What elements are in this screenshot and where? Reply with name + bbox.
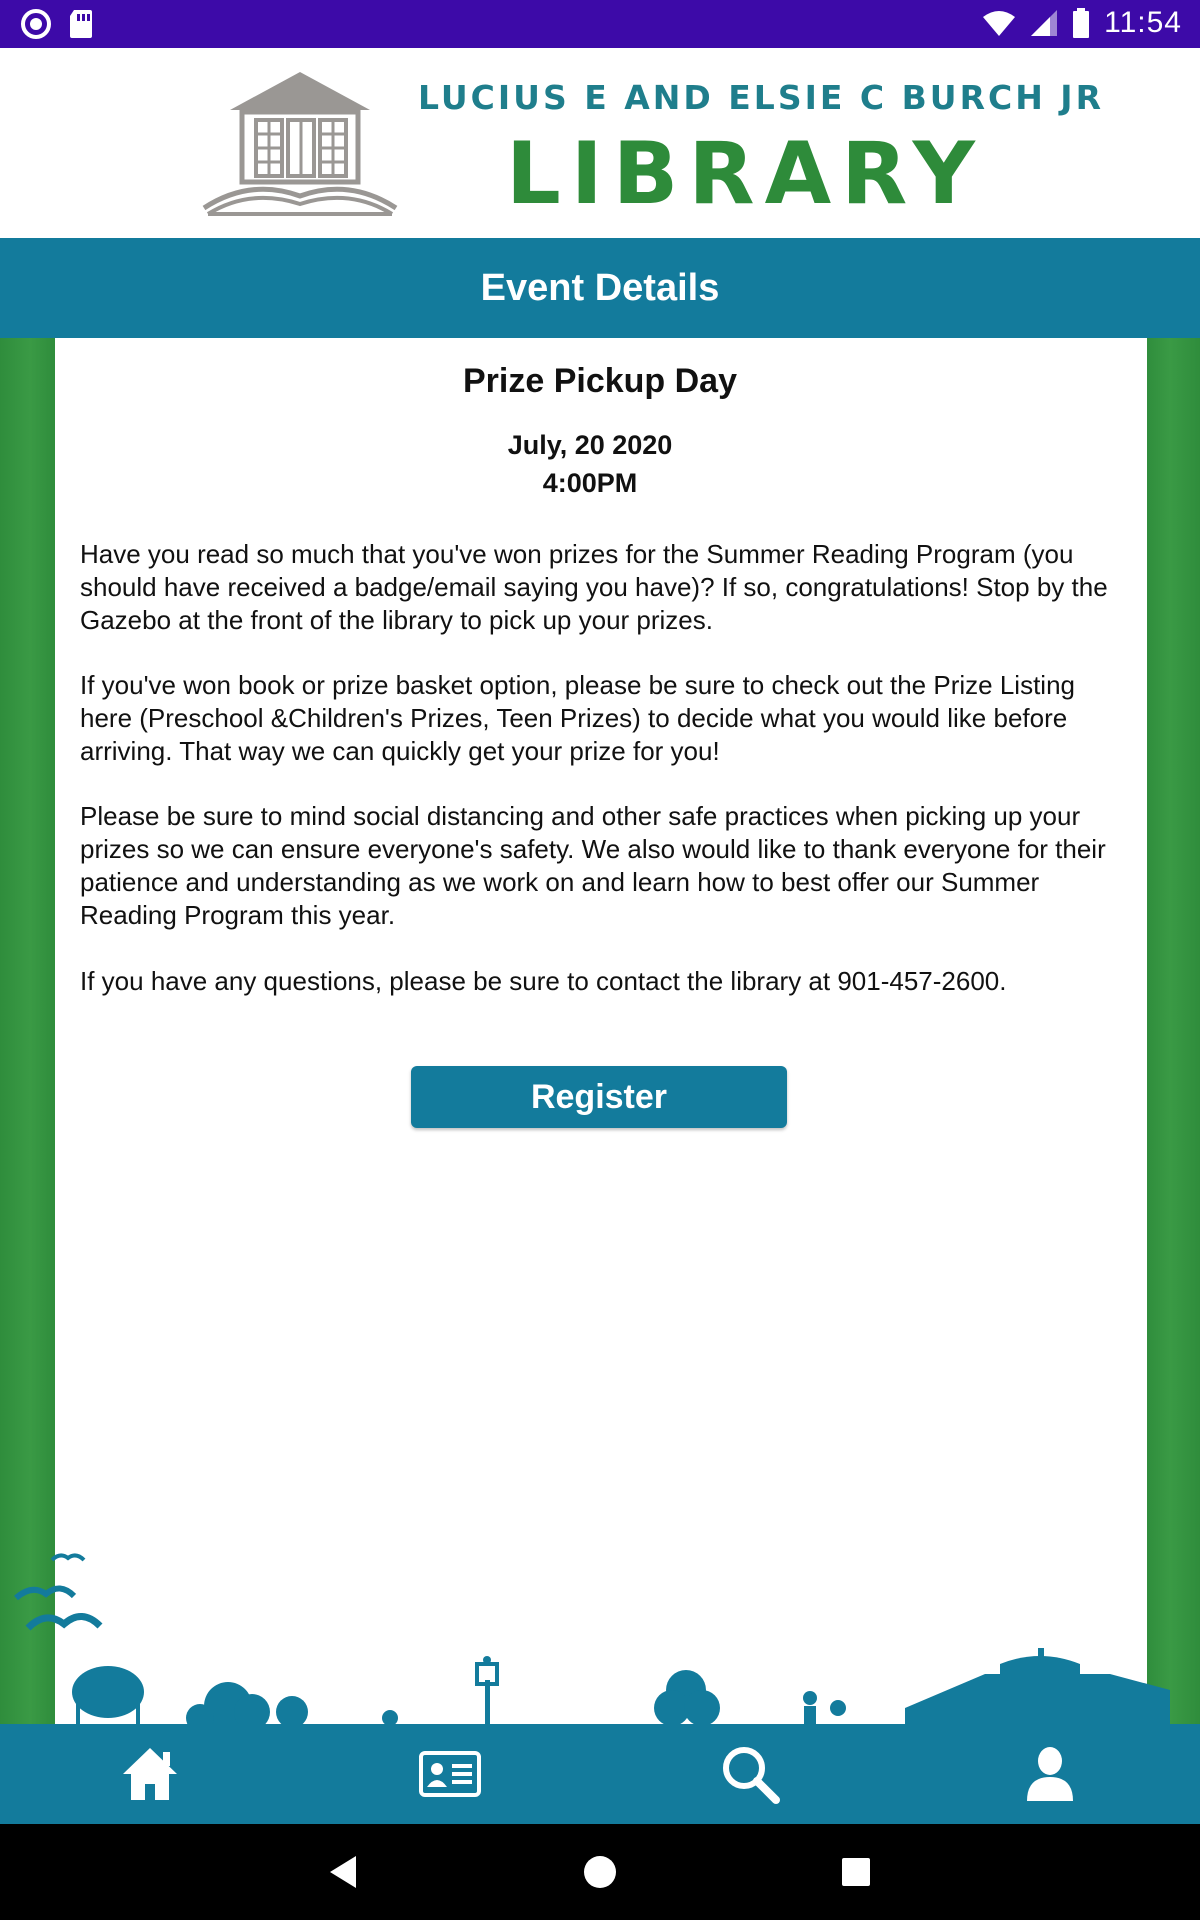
event-description-paragraph-1: Have you read so much that you've won prizes for the Summer Reading Program (you should have received a badge/email saying you have)? If so, congratulations! Stop by the Gazebo at the front of the library to pick up your prizes.: [80, 539, 1108, 635]
event-time: 4:00PM: [542, 468, 638, 498]
event-description-paragraph-3: Please be sure to mind social distancing and other safe practices when picking up your prizes so we can ensure everyone's safety. We also would like to thank everyone for their patience and understanding as we work on and learn how to best offer our Summer Reading Program this year.: [80, 801, 1106, 930]
event-title: Prize Pickup Day: [462, 362, 737, 400]
signal-icon: [1030, 9, 1058, 37]
nav-library-card[interactable]: [300, 1724, 600, 1824]
back-icon: [326, 1854, 362, 1890]
event-description-paragraph-2: If you've won book or prize basket option, please be sure to check out the Prize Listing here (Preschool &Children's Prizes, Teen Prizes) to decide what you would like before arriving. That way we can quickly get your prize for you!: [80, 670, 1075, 766]
recents-icon: [840, 1856, 872, 1888]
wifi-icon: [982, 9, 1016, 37]
logo-title: LIBRARY: [506, 124, 985, 224]
page-title-bar: [0, 238, 1200, 338]
event-details-card: [55, 338, 1147, 1724]
nav-search[interactable]: [600, 1724, 900, 1824]
home-circle-icon: [582, 1854, 618, 1890]
page-title: Event Details: [480, 266, 720, 309]
event-description-paragraph-4: If you have any questions, please be sure to contact the library at 901-457-2600.: [80, 966, 1007, 996]
status-time: 11:54: [1104, 6, 1182, 39]
library-building-icon: [200, 68, 400, 218]
account-icon: [1025, 1745, 1075, 1803]
battery-icon: [1072, 8, 1090, 38]
status-bar: [0, 0, 1200, 48]
bottom-navigation-bar: [0, 1724, 1200, 1824]
system-navigation-bar: [0, 1824, 1200, 1920]
library-card-icon: [419, 1751, 481, 1797]
logo-subtitle: LUCIUS E AND ELSIE C BURCH JR: [418, 78, 1104, 117]
event-date: July, 20 2020: [507, 430, 673, 460]
system-recents-button[interactable]: [830, 1846, 882, 1898]
system-home-button[interactable]: [574, 1846, 626, 1898]
record-icon: [20, 8, 52, 40]
park-silhouette-decoration: [0, 1540, 1200, 1724]
search-icon: [720, 1744, 780, 1804]
library-logo-header: [0, 48, 1200, 239]
home-icon: [121, 1746, 179, 1802]
nav-account[interactable]: [900, 1724, 1200, 1824]
nav-home[interactable]: [0, 1724, 300, 1824]
system-back-button[interactable]: [318, 1846, 370, 1898]
register-button[interactable]: Register: [411, 1066, 787, 1128]
sd-card-icon: [68, 8, 94, 40]
